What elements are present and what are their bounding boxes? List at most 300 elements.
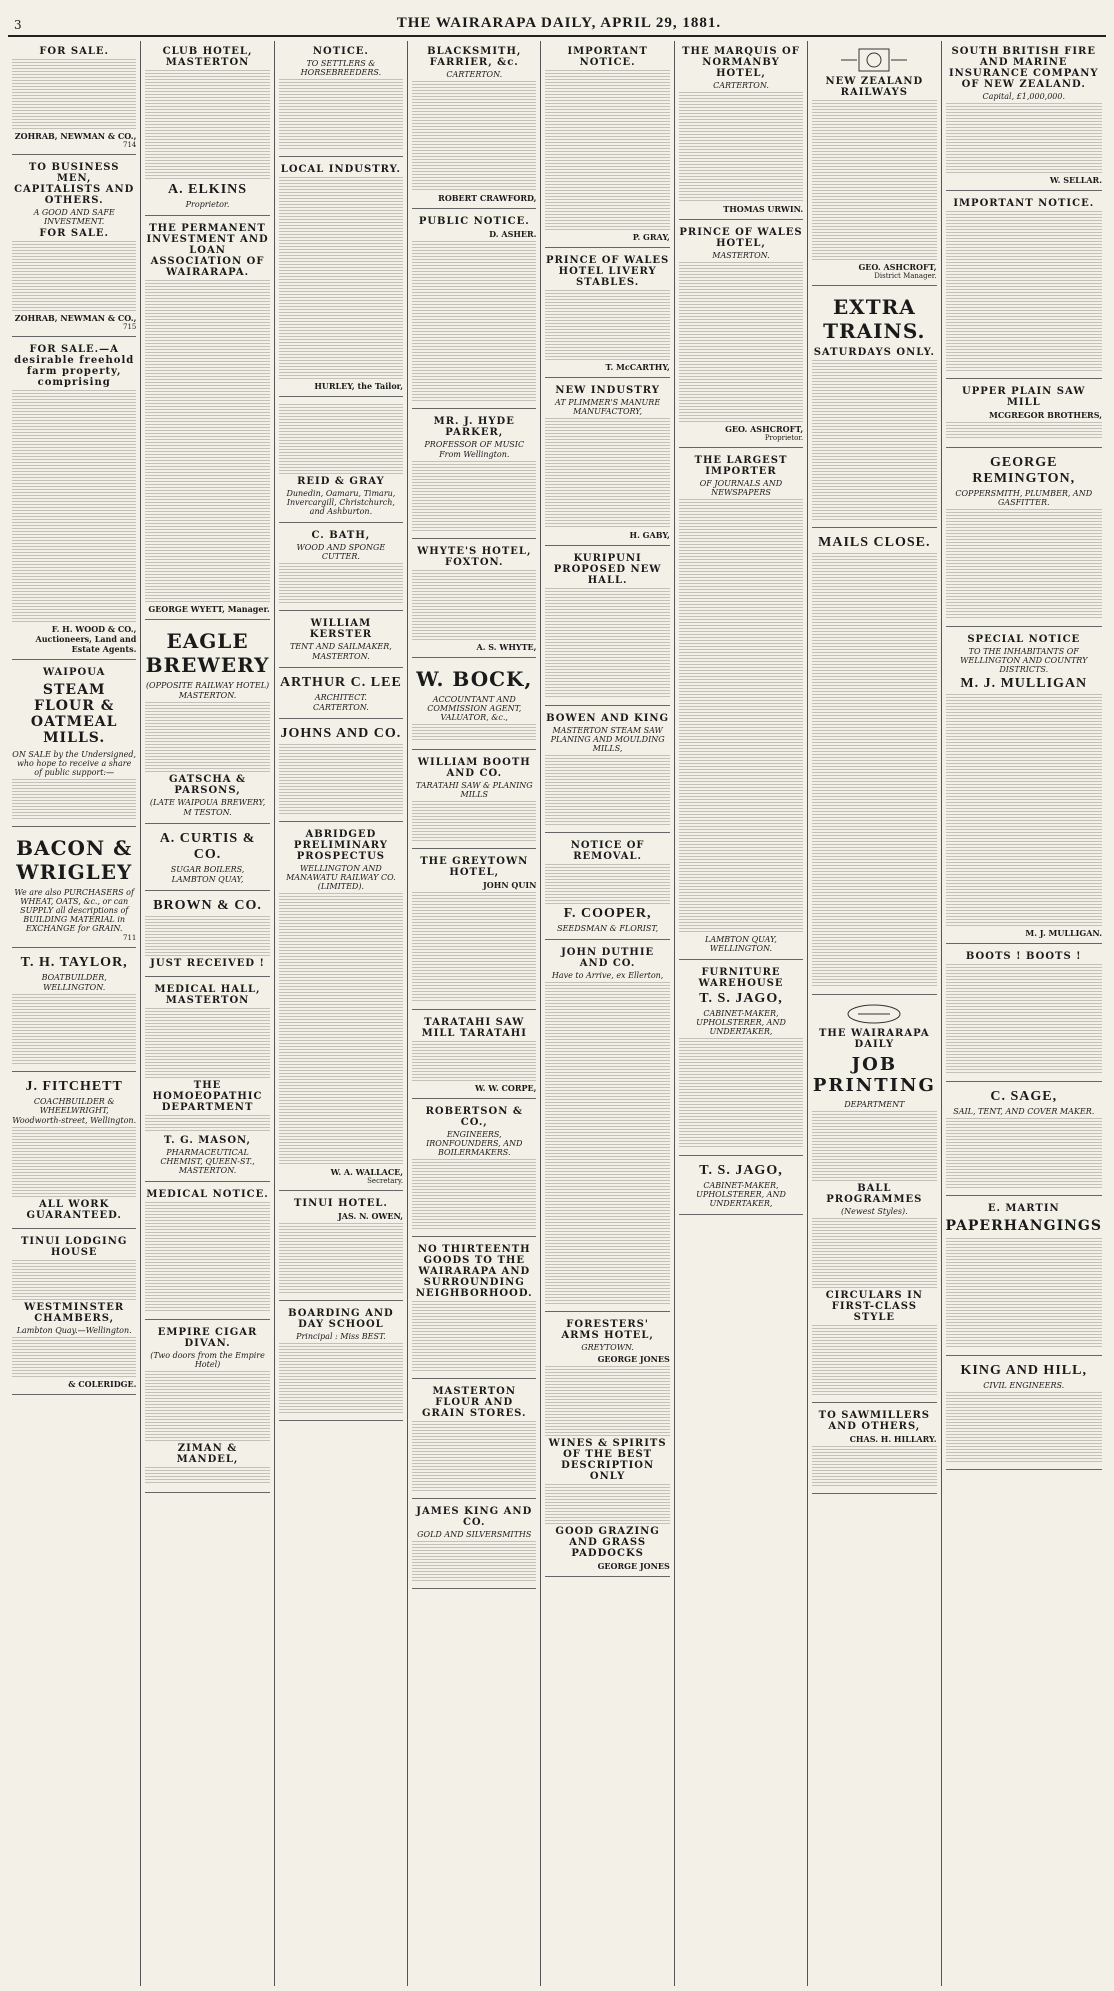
column-3	[275, 41, 408, 1986]
ad-heading: ABRIDGED PRELIMINARY PROSPECTUS	[293, 829, 388, 862]
text-block	[679, 1038, 803, 1148]
ad-tinui-hotel	[279, 1193, 403, 1301]
ad-heading: NEW INDUSTRY	[555, 385, 660, 396]
ad-lee	[279, 670, 403, 719]
text-block	[946, 964, 1102, 1074]
ad-sub: WELLINGTON AND MANAWATU RAILWAY CO. (LIMITED).	[286, 864, 396, 891]
ad-heading: T. H. TAYLOR,	[20, 955, 128, 970]
text-block	[946, 1118, 1102, 1188]
ad-big: STEAM FLOUR & OATMEAL MILLS.	[30, 682, 118, 746]
ad-heading: BOOTS ! BOOTS !	[965, 951, 1082, 962]
ad-sub: SUGAR BOILERS,	[170, 865, 245, 874]
ad-sub: SATURDAYS ONLY.	[813, 347, 935, 358]
ad-duthie	[545, 942, 669, 1312]
ad-whytes	[412, 541, 536, 658]
ad-signature: T. McCARTHY,	[605, 362, 670, 372]
ad-signature: JOHN QUIN	[483, 880, 537, 890]
ad-sub: ARCHITECT.	[314, 693, 367, 702]
ad-heading: MASTERTON FLOUR AND GRAIN STORES.	[421, 1386, 527, 1419]
text-block	[946, 856, 1102, 926]
ad-prince-wales	[679, 222, 803, 448]
ad-signature: D. ASHER.	[489, 229, 537, 239]
text-block	[12, 1337, 136, 1377]
ad-railways	[812, 41, 936, 286]
ad-sub: GREYTOWN.	[581, 1343, 634, 1352]
ad-signature: F. H. WOOD & CO., Auctioneers, Land and Estate Agents.	[35, 624, 137, 654]
ad-sub: CABINET-MAKER, UPHOLSTERER, AND UNDERTAKER,	[696, 1181, 786, 1208]
ad-sub: SAIL, TENT, AND COVER MAKER.	[953, 1107, 1095, 1116]
ad-heading: TO SAWMILLERS AND OTHERS,	[818, 1410, 930, 1432]
ad-heading: SPECIAL NOTICE	[967, 634, 1081, 645]
ad-role: Proprietor.	[764, 434, 804, 442]
ad-prince-livery	[545, 250, 669, 378]
ad-remington	[946, 450, 1102, 627]
ad-signature: MCGREGOR BROTHERS,	[989, 410, 1102, 420]
ad-medical-notice	[145, 1184, 269, 1320]
text-block	[679, 499, 803, 659]
ad-gatscha: GATSCHA & PARSONS,	[168, 774, 247, 796]
ad-sub: Capital, £1,000,000.	[982, 92, 1066, 101]
text-block	[679, 262, 803, 422]
text-block	[679, 92, 803, 202]
ad-bock	[412, 660, 536, 750]
ad-role: PHARMACEUTICAL CHEMIST, QUEEN-ST., MASTERTON.	[160, 1148, 255, 1175]
ad-upper-plain	[946, 381, 1102, 448]
text-block	[946, 103, 1102, 173]
ad-number: 714	[122, 141, 137, 149]
ad-heading: THE LARGEST IMPORTER	[694, 455, 788, 477]
text-block	[946, 422, 1102, 440]
ad-martin	[946, 1198, 1102, 1356]
ad-notice	[279, 41, 403, 157]
text-block	[812, 553, 936, 713]
ad-sub: We are also PURCHASERS of WHEAT, OATS, &c., or can SUPPLY all descriptions of BUILDING MATERIAL in EXCHANGE for GRAIN.	[14, 888, 134, 933]
ad-booth	[412, 752, 536, 849]
ad-sub: TO SETTLERS & HORSEBREEDERS.	[300, 59, 382, 77]
ad-heading: J. FITCHETT	[25, 1079, 123, 1094]
ad-signature: GEO. ASHCROFT,	[858, 262, 937, 272]
text-block	[812, 715, 936, 875]
ad-gatscha-sub: (LATE WAIPOUA BREWERY,	[149, 798, 266, 807]
text-block	[946, 509, 1102, 619]
ad-big: EAGLE BREWERY	[145, 629, 270, 677]
text-block	[812, 360, 936, 520]
text-block	[145, 1371, 269, 1441]
text-block	[412, 81, 536, 191]
ad-mulligan: M. J. MULLIGAN	[960, 676, 1088, 691]
ad-sub: (Two doors from the Empire Hotel)	[150, 1351, 265, 1369]
ad-heading: WILLIAM KERSTER	[309, 618, 373, 640]
ad-sub: WOOD AND SPONGE CUTTER.	[296, 543, 386, 561]
text-block	[412, 1541, 536, 1581]
ad-tinui-lodging	[12, 1231, 136, 1395]
ad-heading: FOR SALE.	[39, 46, 110, 57]
ad-sub: AT PLIMMER'S MANURE MANUFACTORY,	[555, 398, 661, 416]
ad-signature: HURLEY, the Tailor,	[314, 381, 404, 391]
ad-waipoua	[12, 662, 136, 827]
column-8	[942, 41, 1106, 1986]
ad-heading: FORESTERS' ARMS HOTEL,	[561, 1319, 654, 1341]
ad-heading: THE WAIRARAPA DAILY	[818, 1028, 930, 1050]
page-number: 3	[14, 18, 22, 32]
text-block	[279, 893, 403, 1053]
ad-heading: MAILS CLOSE.	[818, 535, 931, 550]
ad-heading: BOWEN AND KING	[546, 713, 670, 724]
text-block	[279, 339, 403, 379]
ad-sub: CIVIL ENGINEERS.	[983, 1381, 1065, 1390]
ad-sub: BOATBUILDER,	[41, 973, 107, 982]
ad-heading: JOHNS AND CO.	[280, 726, 402, 741]
text-block	[946, 211, 1102, 371]
ad-heading: MEDICAL HALL, MASTERTON	[154, 984, 261, 1006]
ad-heading: IMPORTANT NOTICE.	[953, 198, 1095, 209]
ad-king	[412, 1501, 536, 1589]
ad-heading: PRINCE OF WALES HOTEL,	[679, 227, 803, 249]
ad-signature: H. GABY,	[629, 530, 670, 540]
ad-loc: From Wellington.	[439, 450, 510, 459]
ad-blacksmith	[412, 41, 536, 209]
ad-heading: MEDICAL NOTICE.	[146, 1189, 269, 1200]
ad-eagle	[145, 622, 269, 824]
text-block	[279, 1223, 403, 1293]
ad-number: 715	[122, 323, 137, 331]
ad-signature: GEORGE JONES	[597, 1354, 670, 1364]
columns	[8, 41, 1106, 1986]
ad-loc: Woodworth-street, Wellington.	[12, 1116, 137, 1125]
column-7	[808, 41, 941, 1986]
ad-signature: F. COOPER,	[563, 906, 652, 921]
ad-big: W. BOCK,	[416, 667, 533, 691]
ad-sub: OF JOURNALS AND NEWSPAPERS	[699, 479, 783, 497]
ad-sub: COPPERSMITH, PLUMBER, AND GASFITTER.	[955, 489, 1093, 507]
column-1	[8, 41, 141, 1986]
ad-sub: ON SALE by the Undersigned, who hope to receive a share of public support:—	[12, 750, 137, 777]
text-block	[145, 916, 269, 956]
ad-circulars: CIRCULARS IN FIRST-CLASS STYLE	[825, 1290, 923, 1323]
ad-heading: JOHN DUTHIE AND CO.	[561, 947, 655, 969]
ad-signature: ZIMAN & MANDEL,	[176, 1443, 239, 1465]
text-block	[679, 823, 803, 933]
ad-for-sale-2	[12, 339, 136, 660]
ad-signature: W. SELLAR.	[1049, 175, 1102, 185]
ad-heading: TINUI HOTEL.	[293, 1198, 388, 1209]
text-block	[412, 1421, 536, 1491]
ad-heading: NOTICE OF REMOVAL.	[570, 840, 645, 862]
ad-heading: EMPIRE CIGAR DIVAN.	[157, 1327, 258, 1349]
ad-gatscha-loc: M TESTON.	[183, 808, 232, 817]
ad-heading: UPPER PLAIN SAW MILL	[962, 386, 1086, 408]
ad-important-8	[946, 193, 1102, 379]
ad-heading: TO BUSINESS MEN, CAPITALISTS AND OTHERS.	[14, 162, 135, 206]
ad-signature: T. S. JAGO,	[699, 991, 783, 1006]
ad-heading: FOR SALE.—A desirable freehold farm property, comprising	[14, 344, 135, 388]
ad-heading: KING AND HILL,	[960, 1363, 1087, 1378]
ad-permanent	[145, 218, 269, 620]
ad-number: 711	[122, 934, 137, 942]
ad-heading: FURNITURE WAREHOUSE	[698, 967, 784, 989]
ad-heading: A. CURTIS & CO.	[159, 831, 256, 862]
ad-heading: WAIPOUA	[42, 667, 106, 678]
ad-curtis	[145, 826, 269, 891]
ad-masterton-flour	[412, 1381, 536, 1499]
text-block	[545, 864, 669, 904]
ad-heading: C. BATH,	[311, 530, 371, 541]
ad-sub: JUST RECEIVED !	[150, 958, 265, 969]
ad-signature: P. GRAY,	[632, 232, 670, 242]
ad-sub: (OPPOSITE RAILWAY HOTEL)	[145, 681, 270, 690]
ad-sale: FOR SALE.	[39, 228, 110, 239]
ad-loc: CARTERTON.	[713, 81, 769, 90]
text-block	[412, 570, 536, 640]
ad-south-british	[946, 41, 1102, 191]
ad-heading: WHYTE'S HOTEL, FOXTON.	[417, 546, 532, 568]
ad-heading: REID & GRAY	[297, 476, 385, 487]
text-block	[412, 724, 536, 742]
text-block	[545, 70, 669, 230]
ad-boots	[946, 946, 1102, 1082]
ad-heading: NOTICE.	[312, 46, 369, 57]
ad-signature: ZOHRAB, NEWMAN & CO.,	[14, 131, 137, 141]
text-block	[279, 744, 403, 814]
ad-loc: CARTERTON.	[446, 70, 503, 79]
text-block	[679, 661, 803, 821]
text-block	[412, 461, 536, 531]
ad-heading: SOUTH BRITISH FIRE AND MARINE INSURANCE COMPANY OF NEW ZEALAND.	[948, 46, 1099, 90]
ad-lines	[412, 1239, 536, 1379]
ad-special	[946, 629, 1102, 944]
ad-big: BACON & WRIGLEY	[16, 836, 133, 884]
ad-role: Proprietor.	[185, 200, 230, 209]
ad-ball: BALL PROGRAMMES	[826, 1183, 923, 1205]
text-block	[12, 552, 136, 622]
ad-sub: ACCOUNTANT AND COMMISSION AGENT, VALUATOR, &c.,	[427, 695, 522, 722]
railway-crest-icon	[839, 47, 909, 73]
ad-public-notice	[412, 211, 536, 409]
ad-bacon-wrigley	[12, 829, 136, 948]
ad-extra-trains	[812, 288, 936, 528]
ad-sub: GOLD AND SILVERSMITHS	[417, 1530, 532, 1539]
ad-kuripuni	[545, 548, 669, 706]
ad-loc: CARTERTON.	[313, 703, 369, 712]
ad-bath	[279, 525, 403, 611]
ad-loc: MASTERTON.	[312, 652, 370, 661]
ad-signature: & COLERIDGE.	[68, 1379, 137, 1389]
text-block	[12, 59, 136, 129]
ad-heading: THE GREYTOWN HOTEL,	[420, 856, 529, 878]
ad-sub: Principal : Miss BEST.	[296, 1332, 386, 1341]
ad-heading: CLUB HOTEL, MASTERTON	[162, 46, 253, 68]
ad-robertson	[412, 1101, 536, 1237]
ad-greytown	[412, 851, 536, 1010]
ad-heading: ARTHUR C. LEE	[279, 675, 402, 690]
ad-boarding	[279, 1303, 403, 1421]
ad-loc: WELLINGTON.	[43, 983, 106, 992]
ad-new-industry	[545, 380, 669, 546]
ad-heading: C. SAGE,	[990, 1089, 1058, 1104]
text-block	[145, 1008, 269, 1078]
text-block	[812, 877, 936, 987]
text-block	[946, 694, 1102, 854]
text-block	[812, 1325, 936, 1395]
ad-largest	[679, 450, 803, 960]
column-5	[541, 41, 674, 1986]
printing-emblem-icon	[844, 1003, 904, 1025]
text-block	[545, 1484, 669, 1524]
ad-loc: MASTERTON.	[712, 251, 770, 260]
text-block	[145, 702, 269, 772]
column-4	[408, 41, 541, 1986]
text-block	[545, 418, 669, 528]
ad-club-hotel	[145, 41, 269, 216]
text-block	[946, 1392, 1102, 1462]
text-block	[812, 1446, 936, 1486]
ad-grazing: GOOD GRAZING AND GRASS PADDOCKS	[555, 1526, 660, 1559]
text-block	[412, 1041, 536, 1081]
ad-johns	[279, 721, 403, 822]
ad-jones-sig: GEORGE JONES	[597, 1561, 670, 1571]
ad-loc: LAMBTON QUAY, WELLINGTON.	[705, 935, 777, 953]
ad-heading: THE MARQUIS OF NORMANBY HOTEL,	[682, 46, 800, 79]
text-block	[812, 100, 936, 260]
ad-brown	[145, 893, 269, 977]
masthead	[8, 6, 1106, 37]
text-block	[145, 1202, 269, 1312]
ad-important	[545, 41, 669, 248]
text-block	[279, 177, 403, 337]
ad-signature: GEO. ASHCROFT,	[725, 424, 804, 434]
ad-signature: A. S. WHYTE,	[476, 642, 537, 652]
ad-taylor	[12, 950, 136, 1072]
text-block	[412, 1301, 536, 1371]
ad-jago	[679, 1158, 803, 1215]
ad-heading: NO THIRTEENTH GOODS TO THE WAIRARAPA AND SURROUNDING NEIGHBORHOOD.	[415, 1244, 533, 1299]
ad-reid-gray	[279, 399, 403, 523]
text-block	[279, 404, 403, 474]
text-block	[145, 442, 269, 602]
ad-heading: NEW ZEALAND RAILWAYS	[825, 76, 924, 98]
text-block	[279, 1343, 403, 1413]
text-block	[812, 1111, 936, 1181]
ad-heading: LOCAL INDUSTRY.	[280, 164, 401, 175]
ad-for-sale-1	[12, 41, 136, 155]
ad-jones-head: WINES & SPIRITS OF THE BEST DESCRIPTION ONLY	[548, 1438, 667, 1482]
ad-heading: BLACKSMITH, FARRIER, &c.	[427, 46, 522, 68]
text-block	[12, 994, 136, 1064]
text-block	[412, 801, 536, 841]
ad-to-capitalists	[12, 157, 136, 337]
ad-heading: ROBERTSON & CO.,	[425, 1106, 523, 1128]
ad-sub: MASTERTON STEAM SAW PLANING AND MOULDING MILLS,	[550, 726, 665, 753]
ad-sub: WESTMINSTER CHAMBERS,	[24, 1302, 125, 1324]
masthead-title: THE WAIRARAPA DAILY, APRIL 29, 1881.	[396, 15, 722, 31]
text-block	[412, 241, 536, 401]
text-block	[545, 290, 669, 360]
ad-loc: MASTERTON.	[178, 691, 237, 700]
ad-sub: COACHBUILDER & WHEELWRIGHT,	[33, 1097, 115, 1115]
text-block	[412, 1159, 536, 1229]
ad-heading: TINUI LODGING HOUSE	[20, 1236, 128, 1258]
ad-signature: THOMAS URWIN.	[723, 204, 804, 214]
ad-railway	[279, 824, 403, 1191]
text-block	[545, 1144, 669, 1304]
ad-sub: ENGINEERS, IRONFOUNDERS, AND BOILERMAKERS.	[426, 1130, 523, 1157]
ad-tag: ALL WORK GUARANTEED.	[26, 1199, 122, 1221]
text-block	[545, 982, 669, 1142]
page-number-right	[1096, 18, 1100, 32]
ad-to-sawmillers	[812, 1405, 936, 1494]
ad-heading: E. MARTIN	[987, 1203, 1060, 1214]
ad-sub: TARATAHI SAW & PLANING MILLS	[415, 781, 533, 799]
ad-signature: A. ELKINS	[168, 182, 248, 197]
column-2	[141, 41, 274, 1986]
text-block	[12, 779, 136, 819]
text-block	[12, 241, 136, 311]
text-block	[279, 563, 403, 603]
ad-signature: CHAS. H. HILLARY.	[849, 1434, 937, 1444]
ad-furniture	[679, 962, 803, 1156]
text-block	[279, 79, 403, 149]
ad-big: JOB PRINTING	[812, 1054, 936, 1096]
ad-local-industry	[279, 159, 403, 397]
ad-taratahi	[412, 1012, 536, 1099]
ad-signature: JAS. N. OWEN,	[338, 1211, 404, 1221]
ad-heading: T. S. JAGO,	[699, 1163, 783, 1178]
text-block	[545, 1366, 669, 1436]
column-6	[675, 41, 808, 1986]
ad-signature: T. G. MASON,	[164, 1135, 252, 1146]
ad-sub: DEPARTMENT	[844, 1100, 905, 1109]
ad-job-printing	[812, 997, 936, 1403]
ad-signature: W. W. CORPE,	[474, 1083, 537, 1093]
ad-parker	[412, 411, 536, 539]
ad-king-hill	[946, 1358, 1102, 1470]
text-block	[12, 390, 136, 550]
ad-ball-sub: (Newest Styles).	[841, 1207, 908, 1216]
text-block	[946, 1238, 1102, 1348]
ad-bowen	[545, 708, 669, 833]
ad-removal	[545, 835, 669, 940]
text-block	[545, 755, 669, 825]
ad-heading: MR. J. HYDE PARKER,	[433, 416, 515, 438]
ad-role: District Manager.	[874, 272, 937, 280]
ad-heading: THE PERMANENT INVESTMENT AND LOAN ASSOCIATION OF WAIRARAPA.	[146, 223, 269, 278]
ad-medical-hall	[145, 979, 269, 1182]
text-block	[145, 1115, 269, 1133]
ad-heading: KURIPUNI PROPOSED NEW HALL.	[553, 553, 662, 586]
ad-signature: W. A. WALLACE,	[330, 1167, 404, 1177]
ad-big: EXTRA TRAINS.	[823, 295, 926, 343]
ad-sub: THE HOMOEOPATHIC DEPARTMENT	[152, 1080, 263, 1113]
text-block	[145, 70, 269, 180]
ad-big: PAPERHANGINGS	[945, 1218, 1102, 1234]
text-block	[12, 1127, 136, 1197]
text-block	[412, 892, 536, 1002]
ad-mails	[812, 530, 936, 995]
ad-heading: JAMES KING AND CO.	[416, 1506, 533, 1528]
ad-heading: BROWN & CO.	[153, 898, 262, 913]
text-block	[12, 1260, 136, 1300]
ad-role: Secretary.	[367, 1177, 404, 1185]
text-block	[145, 1467, 269, 1485]
ad-signature: GEORGE WYETT, Manager.	[148, 604, 270, 614]
ad-heading: TARATAHI SAW MILL TARATAHI	[421, 1017, 527, 1039]
ad-loc: LAMBTON QUAY,	[171, 875, 244, 884]
ad-sub: CABINET-MAKER, UPHOLSTERER, AND UNDERTAKER,	[696, 1009, 786, 1036]
ad-empire	[145, 1322, 269, 1493]
ad-sub: Have to Arrive, ex Ellerton,	[551, 971, 664, 980]
ad-signature: ZOHRAB, NEWMAN & CO.,	[14, 313, 137, 323]
ad-heading: PUBLIC NOTICE.	[418, 216, 530, 227]
